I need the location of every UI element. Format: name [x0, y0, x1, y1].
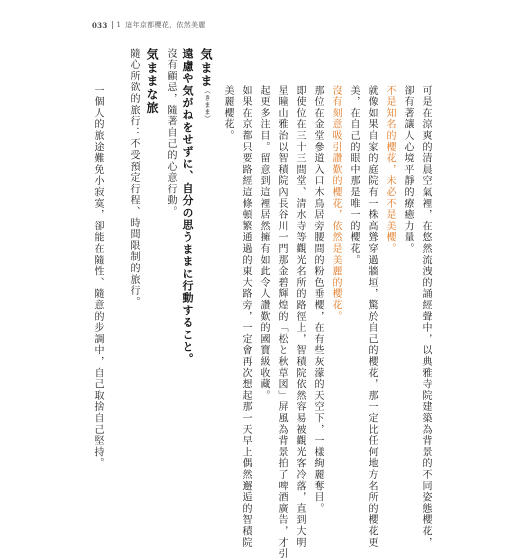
- body-column-2: 卻有著讓人心境平靜的療癒力量。: [402, 85, 413, 255]
- body-column-7: 星瞳山雅治以智積院內長谷川一門那金碧輝煌的「松と秋草図」屏風為背景拍了啤酒廣告，才引: [276, 85, 287, 560]
- term-kimama-word: 気まま: [199, 48, 213, 88]
- term-kimama-definition-jp: 遠慮や気がねをせずに、自分の思うままに行動すること。: [181, 48, 194, 366]
- body-column-1: 可是在涼爽的清晨空氣裡，在悠然流洩的誦經聲中，以典雅寺院建築為背景的不同姿態櫻花，: [420, 85, 431, 549]
- highlight-column-1: 不是知名的櫻花，未必不是美櫻。: [384, 85, 395, 255]
- section-number: 1: [116, 21, 122, 29]
- body-column-3: 就像如果自家的庭院有一株高聳穿過牆垣，驚於自己的櫻花，那一定比任何地方名所的櫻花更: [366, 85, 377, 549]
- page-number: 033: [92, 20, 108, 30]
- term-kimama-definition-zh: 沒有顧忌，隨著自己的心意行動。: [165, 48, 176, 218]
- closing-paragraph: 一個人的旅途難免小寂寞，卻能在隨性、隨意的步調中，自己取捨自己堅持。: [92, 85, 103, 470]
- body-column-10: 如果在京都只要路經這條頓繁通過的東大路旁，一定會再次想起那一天早上偶然邂逅的智積院: [240, 85, 251, 549]
- header-divider: [112, 21, 113, 29]
- term-kimama-reading: （きまま）: [203, 87, 210, 123]
- body-column-9: 美麗櫻花。: [222, 85, 233, 142]
- body-column-6: 即使位在三十三間堂、清水寺等觀光名所的路徑上，智積院依然容易被觀光客冷落，直到大明: [294, 85, 305, 549]
- highlight-column-2: 沒有刻意吸引讚歎的櫻花，依然是美麗的櫻花。: [330, 85, 341, 323]
- term-kimama-na-tabi-definition: 隨心所欲的旅行：不受預定行程、時間限制的旅行。: [128, 48, 139, 308]
- term-kimama-na-tabi: 気ままな旅: [145, 48, 159, 115]
- page-header: [92, 20, 206, 30]
- term-kimama: [200, 48, 212, 123]
- chapter-title: 這年京都櫻花，依然美麗: [125, 21, 206, 29]
- body-column-4: 美，在自己的眼中那是唯一的櫻花。: [348, 85, 359, 266]
- body-column-8: 起更多注目。留意到這裡居然擁有如此令人讚歎的國寶級收藏。: [258, 85, 269, 402]
- body-column-5: 那位在金堂參道入口木鳥居旁腰間的粉色垂櫻，在有些灰濛的天空下，一樣絢麗奪目。: [312, 85, 323, 515]
